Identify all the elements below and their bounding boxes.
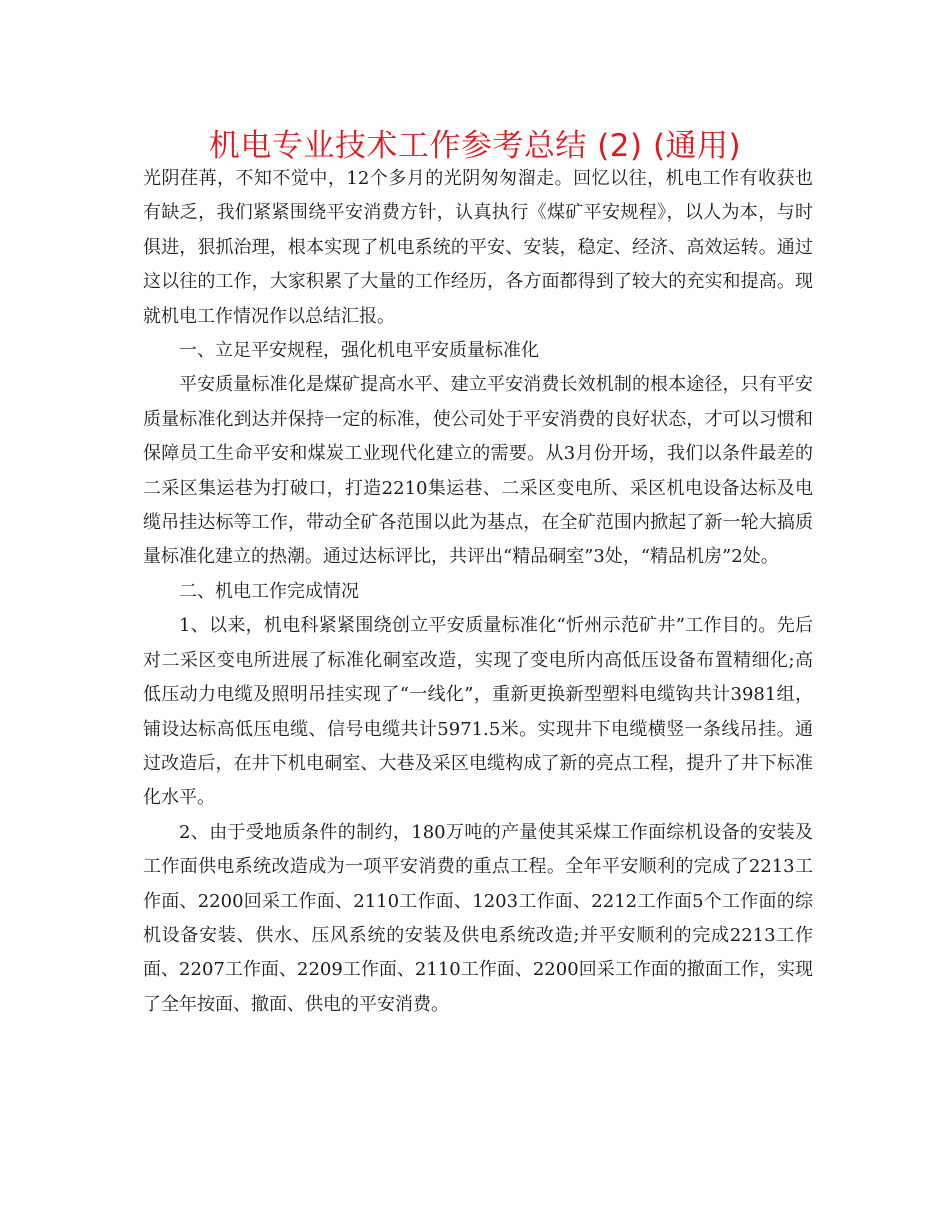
paragraph-intro: 光阴荏苒，不知不觉中，12个多月的光阴匆匆溜走。回忆以往，机电工作有收获也有缺乏，我们紧紧围绕平安消费方针，认真执行《煤矿平安规程》，以人为本，与时俱进，狠抓治理，根本实现了机电系统的平安、安装，稳定、经济、高效运转。通过这以往的工作，大家积累了大量的工作经历，各方面都得到了较大的充实和提高。现就机电工作情况作以总结汇报。 [143, 168, 813, 327]
section-heading-1: 一、立足平安规程，强化机电平安质量标准化 [179, 340, 539, 362]
paragraph-item-2: 2、由于受地质条件的制约，180万吨的产量使其采煤工作面综机设备的安装及工作面供电系统改造成为一项平安消费的重点工程。全年平安顺利的完成了2213工作面、2200回采工作面、2110工作面、1203工作面、2212工作面5个工作面的综机设备安装、供水、压风系统的安装及供电系统改造;并平安顺利的完成2213工作面、2207工作面、2209工作面、2110工作面、2200回采工作面的撤面工作，实现了全年按面、撤面、供电的平安消费。 [143, 821, 813, 1015]
section-heading-2: 二、机电工作完成情况 [179, 580, 359, 602]
paragraph-standardization: 平安质量标准化是煤矿提高水平、建立平安消费长效机制的根本途径，只有平安质量标准化到达并保持一定的标准，使公司处于平安消费的良好状态，才可以习惯和保障员工生命平安和煤炭工业现代化建立的需要。从3月份开场，我们以条件最差的二采区集运巷为打破口，打造2210集运巷、二采区变电所、采区机电设备达标及电缆吊挂达标等工作，带动全矿各范围以此为基点，在全矿范围内掀起了新一轮大搞质量标准化建立的热潮。通过达标评比，共评出“精品硐室”3处，“精品机房”2处。 [143, 374, 813, 568]
document-title: 机电专业技术工作参考总结 (2) (通用) [208, 128, 742, 164]
paragraph-item-1: 1、以来，机电科紧紧围绕创立平安质量标准化“忻州示范矿井”工作目的。先后对二采区变电所进展了标准化硐室改造，实现了变电所内高低压设备布置精细化;高低压动力电缆及照明吊挂实现了“一线化”，重新更换新型塑料电缆钩共计3981组，铺设达标高低压电缆、信号电缆共计5971.5米。实现井下电缆横竖一条线吊挂。通过改造后，在井下机电硐室、大巷及采区电缆构成了新的亮点工程，提升了井下标准化水平。 [143, 615, 813, 809]
document-body [143, 162, 813, 1022]
